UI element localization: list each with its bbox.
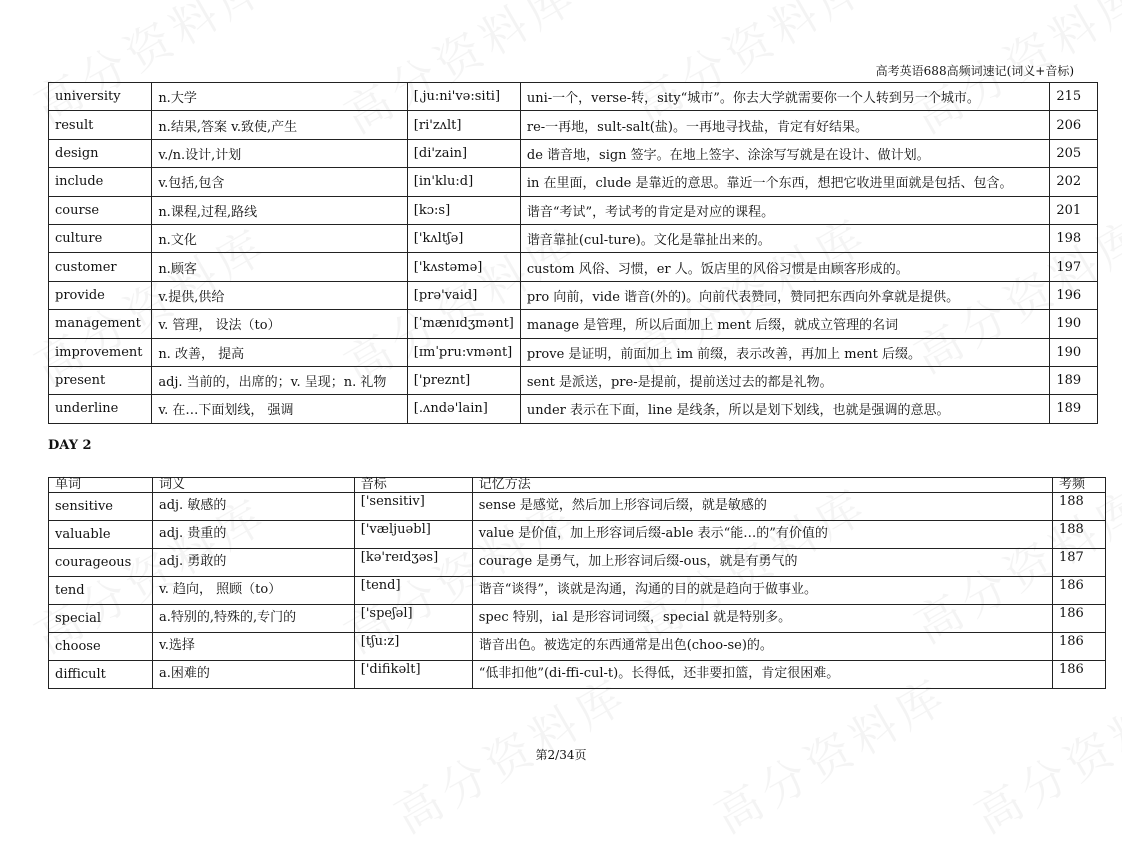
table-row: [49, 111, 1098, 139]
cell-phonetic: ['speʃəl]: [354, 605, 472, 633]
cell-phonetic: [kə'reɪdʒəs]: [354, 549, 472, 577]
cell-meaning: adj. 贵重的: [152, 521, 354, 549]
cell-frequency: 189: [1050, 366, 1098, 394]
cell-word: choose: [49, 633, 153, 661]
cell-word: design: [49, 139, 152, 167]
cell-meaning: v.包括,包含: [152, 168, 407, 196]
cell-phonetic: [kɔ:s]: [407, 196, 520, 224]
header-word: 单词: [49, 478, 153, 493]
cell-word: special: [49, 605, 153, 633]
header-memory-tip: 记忆方法: [472, 478, 1052, 493]
cell-word: tend: [49, 577, 153, 605]
cell-phonetic: [.ʌndə'lain]: [407, 395, 520, 423]
cell-phonetic: ['væljuəbl]: [354, 521, 472, 549]
cell-memory-tip: 谐音“考试”，考试考的肯定是对应的课程。: [520, 196, 1049, 224]
header-frequency: 考频: [1053, 478, 1106, 493]
cell-word: underline: [49, 395, 152, 423]
table-row: [49, 577, 1106, 605]
cell-phonetic: [in'klu:d]: [407, 168, 520, 196]
table-row: [49, 661, 1106, 689]
cell-phonetic: [di'zain]: [407, 139, 520, 167]
cell-frequency: 201: [1050, 196, 1098, 224]
cell-frequency: 186: [1053, 661, 1106, 689]
table-header-row: [49, 478, 1106, 493]
header-meaning: 词义: [152, 478, 354, 493]
cell-frequency: 186: [1053, 577, 1106, 605]
cell-memory-tip: prove 是证明，前面加上 im 前缀，表示改善，再加上 ment 后缀。: [520, 338, 1049, 366]
cell-meaning: n.结果,答案 v.致使,产生: [152, 111, 407, 139]
cell-word: valuable: [49, 521, 153, 549]
cell-memory-tip: uni-一个，verse-转，sity“城市”。你去大学就需要你一个人转到另一个城市。: [520, 83, 1049, 111]
cell-memory-tip: de 谐音地，sign 签字。在地上签字、涂涂写写就是在设计、做计划。: [520, 139, 1049, 167]
cell-meaning: v./n.设计,计划: [152, 139, 407, 167]
cell-memory-tip: 谐音靠扯(cul-ture)。文化是靠扯出来的。: [520, 224, 1049, 252]
table-row: [49, 395, 1098, 423]
cell-meaning: a.特别的,特殊的,专门的: [152, 605, 354, 633]
table-row: [49, 281, 1098, 309]
cell-frequency: 186: [1053, 605, 1106, 633]
cell-frequency: 215: [1050, 83, 1098, 111]
table-row: [49, 633, 1106, 661]
cell-phonetic: [ri'zʌlt]: [407, 111, 520, 139]
cell-meaning: v. 趋向， 照顾（to）: [152, 577, 354, 605]
cell-frequency: 190: [1050, 338, 1098, 366]
cell-memory-tip: in 在里面，clude 是靠近的意思。靠近一个东西，想把它收进里面就是包括、包含。: [520, 168, 1049, 196]
cell-meaning: adj. 勇敢的: [152, 549, 354, 577]
table-row: [49, 366, 1098, 394]
cell-word: improvement: [49, 338, 152, 366]
cell-meaning: n. 改善， 提高: [152, 338, 407, 366]
cell-phonetic: [ɪmˈpru:vmənt]: [407, 338, 520, 366]
table-row: [49, 168, 1098, 196]
table-row: [49, 224, 1098, 252]
cell-phonetic: ['kʌstəmə]: [407, 253, 520, 281]
page-number: 第2/34页: [535, 748, 587, 762]
header-phonetic: 音标: [354, 478, 472, 493]
vocab-table-day2: [48, 477, 1106, 689]
cell-memory-tip: value 是价值，加上形容词后缀-able 表示“能…的”有价值的: [472, 521, 1052, 549]
cell-word: courageous: [49, 549, 153, 577]
cell-memory-tip: “低非扣他”(di-ffi-cul-t)。长得低，还非要扣篮，肯定很困难。: [472, 661, 1052, 689]
table-row: [49, 310, 1098, 338]
cell-memory-tip: manage 是管理，所以后面加上 ment 后缀，就成立管理的名词: [520, 310, 1049, 338]
cell-meaning: adj. 敏感的: [152, 493, 354, 521]
cell-word: course: [49, 196, 152, 224]
document-header: 高考英语688高频词速记(词义+音标): [875, 64, 1074, 78]
cell-memory-tip: 谐音出色。被选定的东西通常是出色(choo-se)的。: [472, 633, 1052, 661]
cell-phonetic: ['difikəlt]: [354, 661, 472, 689]
cell-meaning: n.顾客: [152, 253, 407, 281]
cell-word: customer: [49, 253, 152, 281]
table-row: [49, 338, 1098, 366]
cell-phonetic: [ˌju:ni'və:siti]: [407, 83, 520, 111]
vocab-table-day1: [48, 82, 1098, 424]
cell-memory-tip: under 表示在下面，line 是线条，所以是划下划线，也就是强调的意思。: [520, 395, 1049, 423]
cell-meaning: v. 管理， 设法（to）: [152, 310, 407, 338]
cell-word: management: [49, 310, 152, 338]
cell-word: result: [49, 111, 152, 139]
cell-word: sensitive: [49, 493, 153, 521]
cell-phonetic: ['sensitiv]: [354, 493, 472, 521]
cell-meaning: adj. 当前的，出席的；v. 呈现；n. 礼物: [152, 366, 407, 394]
cell-phonetic: ['kʌltʃə]: [407, 224, 520, 252]
cell-meaning: n.课程,过程,路线: [152, 196, 407, 224]
cell-memory-tip: sense 是感觉，然后加上形容词后缀，就是敏感的: [472, 493, 1052, 521]
cell-word: university: [49, 83, 152, 111]
cell-memory-tip: courage 是勇气，加上形容词后缀-ous，就是有勇气的: [472, 549, 1052, 577]
cell-phonetic: ['preznt]: [407, 366, 520, 394]
cell-word: culture: [49, 224, 152, 252]
cell-frequency: 206: [1050, 111, 1098, 139]
cell-meaning: n.文化: [152, 224, 407, 252]
cell-memory-tip: 谐音“谈得”，谈就是沟通，沟通的目的就是趋向于做事业。: [472, 577, 1052, 605]
cell-frequency: 190: [1050, 310, 1098, 338]
cell-word: provide: [49, 281, 152, 309]
cell-memory-tip: pro 向前，vide 谐音(外的)。向前代表赞同，赞同把东西向外拿就是提供。: [520, 281, 1049, 309]
cell-word: include: [49, 168, 152, 196]
cell-meaning: v. 在…下面划线， 强调: [152, 395, 407, 423]
cell-memory-tip: sent 是派送，pre-是提前，提前送过去的都是礼物。: [520, 366, 1049, 394]
cell-frequency: 188: [1053, 493, 1106, 521]
cell-frequency: 187: [1053, 549, 1106, 577]
cell-phonetic: [tʃu:z]: [354, 633, 472, 661]
cell-meaning: v.提供,供给: [152, 281, 407, 309]
cell-phonetic: [prə'vaid]: [407, 281, 520, 309]
table-row: [49, 139, 1098, 167]
cell-memory-tip: spec 特别，ial 是形容词词缀，special 就是特别多。: [472, 605, 1052, 633]
cell-phonetic: [tend]: [354, 577, 472, 605]
cell-frequency: 186: [1053, 633, 1106, 661]
cell-word: difficult: [49, 661, 153, 689]
cell-frequency: 205: [1050, 139, 1098, 167]
table-row: [49, 549, 1106, 577]
cell-meaning: v.选择: [152, 633, 354, 661]
cell-frequency: 198: [1050, 224, 1098, 252]
cell-word: present: [49, 366, 152, 394]
table-row: [49, 196, 1098, 224]
cell-frequency: 202: [1050, 168, 1098, 196]
table-row: [49, 493, 1106, 521]
cell-meaning: a.困难的: [152, 661, 354, 689]
table-row: [49, 605, 1106, 633]
day-heading: DAY 2: [48, 438, 92, 453]
cell-frequency: 197: [1050, 253, 1098, 281]
cell-frequency: 188: [1053, 521, 1106, 549]
cell-phonetic: [ˈmænɪdʒmənt]: [407, 310, 520, 338]
cell-frequency: 189: [1050, 395, 1098, 423]
cell-memory-tip: re-一再地，sult-salt(盐)。一再地寻找盐，肯定有好结果。: [520, 111, 1049, 139]
table-row: [49, 521, 1106, 549]
cell-memory-tip: custom 风俗、习惯，er 人。饭店里的风俗习惯是由顾客形成的。: [520, 253, 1049, 281]
cell-frequency: 196: [1050, 281, 1098, 309]
cell-meaning: n.大学: [152, 83, 407, 111]
table-row: [49, 83, 1098, 111]
table-row: [49, 253, 1098, 281]
